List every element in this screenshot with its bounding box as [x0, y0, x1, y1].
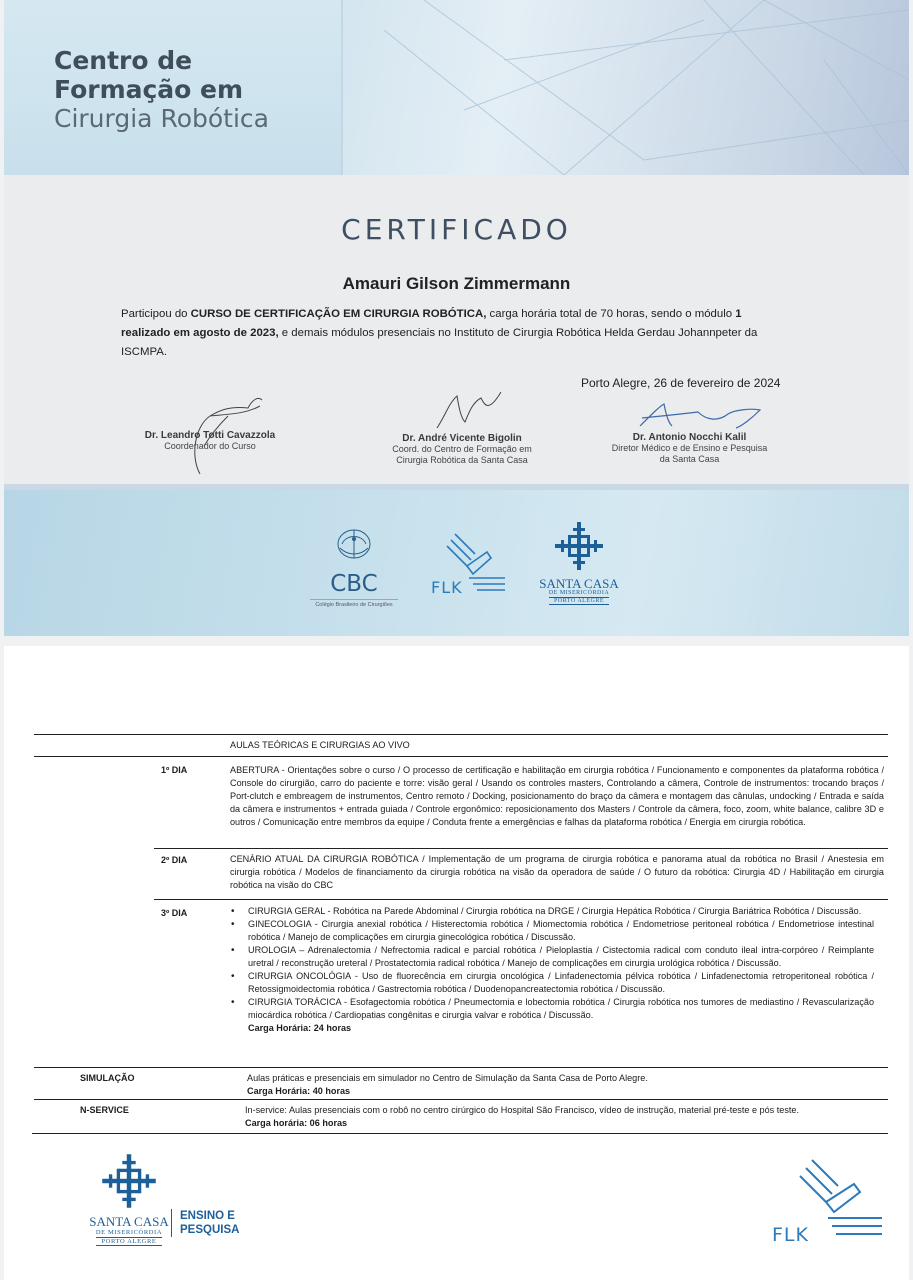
brand-line-1: Centro de [54, 46, 193, 75]
header-rule [34, 756, 888, 757]
footer-santa-casa-cross-icon [100, 1154, 158, 1208]
brand-title [54, 46, 269, 133]
inservice-content [245, 1104, 877, 1130]
simulation-text: Aulas práticas e presenciais em simulador no Centro de Simulação da Santa Casa de Porto Alegre. [247, 1073, 648, 1083]
day-3-item-general: • CIRURGIA GERAL - Robótica na Parede Abdominal / Cirurgia robótica na DRGE / Cirurgia Hepática Robótica / Cirurgia Bariátrica Robótica / Discussão. [230, 905, 874, 918]
day-3-hours: Carga Horária: 24 horas [248, 1023, 352, 1033]
footer-santa-casa-line-1: SANTA CASA [89, 1214, 169, 1229]
santa-casa-line-1: SANTA CASA [539, 576, 619, 591]
signature-block-1 [140, 386, 280, 481]
cbc-subtitle: Colégio Brasileiro de Cirurgiões [310, 599, 398, 608]
signature-3-name: Dr. Antonio Nocchi Kalil [632, 432, 747, 443]
day-3-label: 3º DIA [161, 908, 188, 918]
day-1-content: ABERTURA - Orientações sobre o curso / O processo de certificação e habilitação em cirurgia robótica / Funcionamento e componentes da plataforma robótica / Console do cirurgião, carro do paciente e torre: visão geral / Usando os controles masters, Controlando a câmera, Controle de instrumentos: trocando braços / Port-clutch e embreagem de instrumentos, Centro remoto / Docking, posicionamento do braço da câmera e montagem das cânulas, undocking / Entrada e saída da câmera e instrumentos + entrada guiada / Controle ergonômico: reposicionamento dos Masters / Controle da câmera, foco, zoom, white balance, calibre 3D e outros / Comunicação entre membros da equipe / Conduta frente a emergências e falhas da plataforma robótica / Energia em cirurgia robótica. [230, 765, 884, 827]
ensino-line-2: PESQUISA [180, 1224, 240, 1236]
simulation-rule [34, 1099, 888, 1100]
body-course: CURSO DE CERTIFICAÇÃO EM CIRURGIA ROBÓTICA, [190, 308, 487, 320]
signature-2-role-2: Cirurgia Robótica da Santa Casa [396, 455, 528, 465]
signature-3-role-1: Diretor Médico e de Ensino e Pesquisa [611, 443, 768, 453]
footer-topline [4, 484, 909, 490]
simulation-hours: Carga Horária: 40 horas [247, 1086, 351, 1096]
day-3-rule [34, 1067, 888, 1068]
santa-casa-logo [539, 522, 619, 605]
cbc-logo [304, 528, 404, 608]
day-3-list [230, 905, 874, 1022]
footer-flk-text: FLK [772, 1224, 809, 1246]
santa-casa-cross-icon [553, 522, 605, 570]
table-top-rule [34, 734, 888, 735]
cbc-emblem-icon [334, 528, 374, 564]
santa-casa-line-3: PORTO ALEGRE [549, 597, 609, 605]
certificate-title: CERTIFICADO [341, 213, 572, 246]
day-3-item-oncology: • CIRURGIA ONCOLÓGIA - Uso de fluorecência em cirurgia oncológica / Linfadenectomia pélvica robótica / Linfadenectomia retroperitoneal robótica / Retossigmoidectomia robótica / Gastrectomia robótica / Duodenopancreatectomia robótica / Discussão. [230, 970, 874, 996]
flk-logo [429, 530, 509, 605]
day-2-rule [154, 899, 888, 900]
certificate-header [4, 0, 909, 175]
table-bottom-rule [32, 1133, 888, 1134]
inservice-hours: Carga horária: 06 horas [245, 1118, 348, 1128]
cbc-acronym: CBC [330, 571, 378, 597]
signature-block-2 [377, 388, 547, 473]
signature-3-role-2: da Santa Casa [659, 454, 720, 464]
recipient-name: Amauri Gilson Zimmermann [342, 274, 571, 293]
signature-2-name: Dr. André Vicente Bigolin [402, 433, 522, 444]
santa-casa-line-2: DE MISERICÓRDIA [548, 590, 610, 596]
day-3-item-thoracic: • CIRURGIA TORÁCICA - Esofagectomia robótica / Pneumectomia e lobectomia robótica / Cirurgia robótica nos tumores de mediastino / Revascularização miocárdica robótica / Cardiopatias congênitas e cirurgia valvar e robótica / Discussão. [230, 996, 874, 1022]
brand-line-3: Cirurgia Robótica [54, 104, 269, 133]
signature-2-image [377, 388, 547, 428]
simulation-content [247, 1072, 877, 1098]
simulation-label: SIMULAÇÃO [80, 1073, 135, 1083]
brand-line-2: Formação em [54, 75, 244, 104]
signature-3-image [602, 400, 777, 432]
signature-1-role: Coordenador do Curso [164, 441, 256, 451]
footer-santa-casa-line-2: DE MISERICÓRDIA [95, 1229, 163, 1236]
body-module: 1 realizado em agosto de 2023, [121, 308, 742, 339]
certificate-body [121, 305, 793, 362]
day-3-content [230, 905, 874, 1035]
certificate-page [4, 0, 909, 636]
section-header: AULAS TEÓRICAS E CIRURGIAS AO VIVO [230, 740, 410, 750]
day-3-item-gynecology: • GINECOLOGIA - Cirurgia anexial robótica / Histerectomia robótica / Miomectomia robótica / Endometriose peritoneal robótica / Endometriose intestinal robótica / Manejo de complicações em cirurgia ginecológica robótica / Discussão. [230, 918, 874, 944]
ensino-pesquisa-label [171, 1209, 239, 1237]
day-2-content: CENÁRIO ATUAL DA CIRURGIA ROBÓTICA / Implementação de um programa de cirurgia robótica e panorama atual da robótica no Brasil / Anestesia em cirurgia robótica / Modelos de financiamento da cirurgia robótica na visão da operadora de saúde / O futuro da robótica: Cirurgia 4D / Habilitação em cirurgia robótica na visão do CBC [230, 854, 884, 890]
body-pre: Participou do [121, 308, 191, 320]
day-2-label: 2º DIA [161, 855, 188, 865]
signature-1-name: Dr. Leandro Totti Cavazzola [144, 430, 276, 441]
footer-flk-logo [772, 1158, 887, 1253]
inservice-text: In-service: Aulas presenciais com o robô no centro cirúrgico do Hospital São Francisco, vídeo de instrução, material pré-teste e pós teste. [245, 1105, 799, 1115]
inservice-label: N-SERVICE [80, 1105, 129, 1115]
ensino-line-1: ENSINO E [180, 1210, 235, 1222]
body-post: e demais módulos presenciais no Instituto de Cirurgia Robótica Helda Gerdau Johannpeter da ISCMPA. [121, 327, 758, 358]
day-1-label: 1º DIA [161, 765, 188, 775]
signature-block-3 [602, 400, 777, 470]
day-3-item-urology: • UROLOGIA – Adrenalectomia / Nefrectomia radical e parcial robótica / Pieloplastia / Cistectomia radical com conduto ileal intra-corpóreo / Reimplante uretral / reconstrução ureteral / Prostatectomia radical robótica / Manejo de complicações em cirurgia urológica robótica / Discussão. [230, 944, 874, 970]
day-1-rule [154, 848, 888, 849]
certificate-date: Porto Alegre, 26 de fevereiro de 2024 [581, 376, 781, 390]
signature-2-role-1: Coord. do Centro de Formação em [392, 444, 532, 454]
footer-santa-casa-logo [84, 1154, 174, 1246]
body-mid: carga horária total de 70 horas, sendo o módulo [486, 308, 736, 320]
flk-text: FLK [431, 578, 463, 597]
footer-santa-casa-line-3: PORTO ALEGRE [96, 1237, 162, 1246]
program-page [4, 646, 909, 1280]
